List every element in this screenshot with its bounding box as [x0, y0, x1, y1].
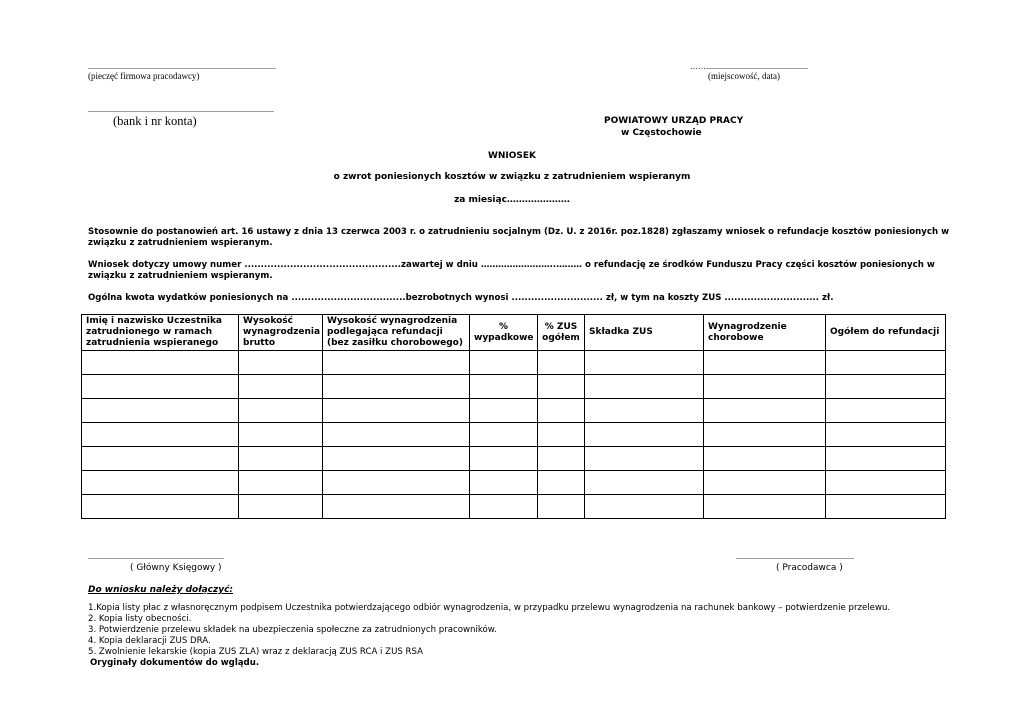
title-main: WNIOSEK [487, 151, 537, 161]
title-subtitle: o zwrot poniesionych kosztów w związku z zatrudnieniem wspieranym [333, 172, 691, 182]
col-header-zus-contribution: Składka ZUS [585, 315, 704, 351]
place-dots: ……................................................... [690, 62, 808, 71]
table-row [82, 471, 946, 495]
list-item: 2. Kopia listy obecności. [88, 614, 192, 624]
para1-line2: związku z zatrudnieniem wspieranym. [88, 238, 273, 248]
table-cell[interactable] [538, 399, 585, 423]
table-cell[interactable] [470, 423, 538, 447]
table-cell[interactable] [323, 447, 470, 471]
table-cell[interactable] [585, 375, 704, 399]
table-cell[interactable] [323, 399, 470, 423]
table-cell[interactable] [323, 423, 470, 447]
table-cell[interactable] [826, 447, 946, 471]
table-cell[interactable] [239, 447, 323, 471]
attachments-heading: Do wniosku należy dołączyć: [88, 585, 234, 595]
col-header-name: Imię i nazwisko Uczestnika zatrudnionego w ramach zatrudnienia wspieranego [82, 315, 239, 351]
bank-dots: ............................................................................................. [88, 105, 274, 114]
table-cell[interactable] [585, 471, 704, 495]
originals-note: Oryginały dokumentów do wglądu. [90, 658, 260, 668]
accountant-dots: .................................................................... [88, 552, 224, 561]
stamp-label: (pieczęć firmowa pracodawcy) [88, 71, 200, 81]
table-row [82, 351, 946, 375]
office-line1: POWIATOWY URZĄD PRACY [604, 116, 744, 126]
table-cell[interactable] [239, 399, 323, 423]
table-row [82, 447, 946, 471]
table-cell[interactable] [82, 471, 239, 495]
table-cell[interactable] [470, 495, 538, 519]
table-cell[interactable] [826, 351, 946, 375]
table-cell[interactable] [470, 351, 538, 375]
table-cell[interactable] [82, 495, 239, 519]
col-header-total: Ogółem do refundacji [826, 315, 946, 351]
table-cell[interactable] [239, 495, 323, 519]
stamp-dots: .............................................................................................. [88, 62, 276, 71]
para3: Ogólna kwota wydatków poniesionych na ...................................bezrobotnych wynosi ............................ zł, w tym na koszty ZUS ............................. zł. [88, 293, 834, 303]
table-cell[interactable] [704, 447, 826, 471]
table-cell[interactable] [538, 375, 585, 399]
table-cell[interactable] [585, 351, 704, 375]
para1-line1: Stosownie do postanowień art. 16 ustawy z dnia 13 czerwca 2003 r. o zatrudnieniu socjalnym (Dz. U. z 2016r. poz.1828) zgłaszamy wniosek o refundacje kosztów poniesionych w [88, 227, 950, 237]
title-month: za miesiąc………………… [454, 195, 570, 205]
table-row [82, 495, 946, 519]
place-label: (miejscowość, data) [708, 71, 780, 81]
table-cell[interactable] [585, 447, 704, 471]
table-cell[interactable] [538, 351, 585, 375]
table-cell[interactable] [585, 399, 704, 423]
table-cell[interactable] [239, 375, 323, 399]
refund-table [81, 314, 946, 519]
office-line2: w Częstochowie [621, 128, 702, 138]
table-cell[interactable] [239, 423, 323, 447]
col-header-sickness: Wynagrodzenie chorobowe [704, 315, 826, 351]
table-cell[interactable] [82, 375, 239, 399]
table-row [82, 375, 946, 399]
table-cell[interactable] [826, 495, 946, 519]
col-header-zus-total: % ZUS ogółem [538, 315, 585, 351]
table-cell[interactable] [323, 495, 470, 519]
employer-dots: ........................................................... [736, 552, 854, 561]
list-item: 1.Kopia listy płac z własnoręcznym podpisem Uczestnika potwierdzającego odbiór wynagrodzenia, w przypadku przelewu wynagrodzenia na rachunek bankowy – potwierdzenie przelewu. [88, 603, 891, 613]
bank-label: (bank i nr konta) [113, 114, 197, 128]
para2-line1: Wniosek dotyczy umowy numer ................................................zawartej w dniu ……………………..……… o refundację ze środków Funduszu Pracy części kosztów poniesionych w [88, 260, 935, 270]
table-cell[interactable] [826, 375, 946, 399]
attachments-list [88, 603, 890, 658]
table-cell[interactable] [585, 423, 704, 447]
col-header-accident: % wypadkowe [470, 315, 538, 351]
table-cell[interactable] [538, 471, 585, 495]
table-cell[interactable] [470, 447, 538, 471]
table-cell[interactable] [826, 471, 946, 495]
accountant-label: ( Główny Księgowy ) [130, 563, 222, 573]
table-cell[interactable] [470, 375, 538, 399]
list-item: 5. Zwolnienie lekarskie (kopia ZUS ZLA) wraz z deklaracją ZUS RCA i ZUS RSA [88, 647, 424, 657]
table-cell[interactable] [538, 423, 585, 447]
table-cell[interactable] [239, 351, 323, 375]
table-cell[interactable] [82, 447, 239, 471]
table-cell[interactable] [704, 423, 826, 447]
employer-label: ( Pracodawca ) [776, 563, 843, 573]
table-cell[interactable] [538, 447, 585, 471]
para2-line2: związku z zatrudnieniem wspieranym. [88, 271, 273, 281]
table-cell[interactable] [538, 495, 585, 519]
table-cell[interactable] [323, 351, 470, 375]
table-row [82, 423, 946, 447]
table-cell[interactable] [470, 471, 538, 495]
table-cell[interactable] [704, 375, 826, 399]
table-cell[interactable] [82, 399, 239, 423]
table-cell[interactable] [239, 471, 323, 495]
col-header-refundable: Wysokość wynagrodzenia podlegająca refundacji (bez zasiłku chorobowego) [323, 315, 470, 351]
table-cell[interactable] [470, 399, 538, 423]
list-item: 3. Potwierdzenie przelewu składek na ubezpieczenia społeczne za zatrudnionych pracowników. [88, 625, 497, 635]
table-cell[interactable] [704, 351, 826, 375]
table-cell[interactable] [704, 495, 826, 519]
table-cell[interactable] [323, 471, 470, 495]
table-cell[interactable] [704, 399, 826, 423]
table-cell[interactable] [585, 495, 704, 519]
table-row [82, 399, 946, 423]
table-cell[interactable] [82, 423, 239, 447]
list-item: 4. Kopia deklaracji ZUS DRA. [88, 636, 211, 646]
table-cell[interactable] [826, 399, 946, 423]
table-cell[interactable] [323, 375, 470, 399]
table-cell[interactable] [82, 351, 239, 375]
table-header-row [82, 315, 946, 351]
col-header-gross: Wysokość wynagrodzenia brutto [239, 315, 323, 351]
table-cell[interactable] [704, 471, 826, 495]
table-cell[interactable] [826, 423, 946, 447]
